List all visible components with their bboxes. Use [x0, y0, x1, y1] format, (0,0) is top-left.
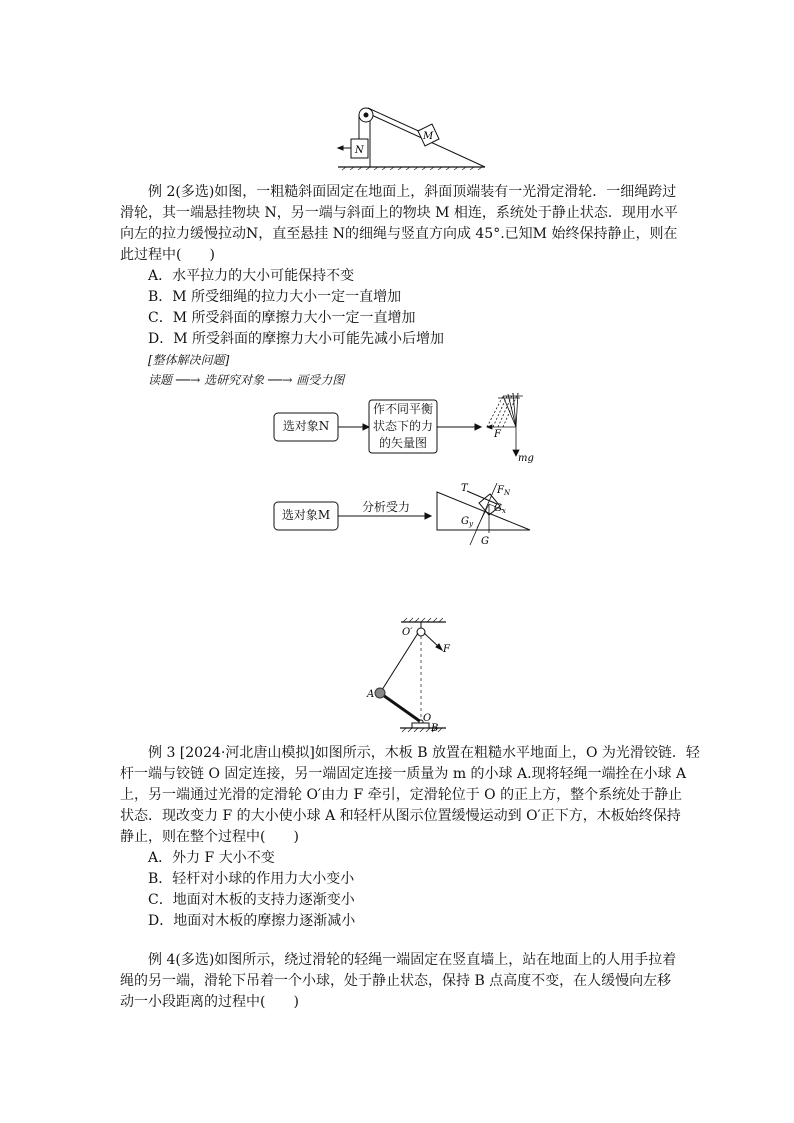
label-hinge-o: O: [423, 713, 432, 724]
ex4-line-3: 动一小段距离的过程中( ): [120, 994, 299, 1010]
vector-force-diagram: [487, 393, 523, 456]
ex4-line-2: 绳的另一端，滑轮下吊着一个小球，处于静止状态，保持 B 点高度不变，在人缓慢向左移: [120, 973, 672, 989]
box-vector-line-3: 的矢量图: [378, 436, 427, 450]
label-t: T: [461, 483, 468, 494]
ex3-line-5: 静止，则在整个过程中( ): [120, 829, 299, 845]
ex4-line-1: 例 4(多选)如图所示，绕过滑轮的轻绳一端固定在竖直墙上，站在地面上的人用手拉着: [148, 952, 677, 968]
label-g: G: [481, 536, 489, 547]
label-ball-a: A: [367, 689, 375, 700]
ex2-line-4: 此过程中( ): [120, 247, 215, 263]
ex3-option-c: C．地面对木板的支持力逐渐变小: [148, 892, 355, 908]
ex2-option-b: B．M 所受细绳的拉力大小一定一直增加: [148, 289, 402, 305]
ex3-line-1: 例 3 [2024·河北唐山模拟]如图所示，木板 B 放置在粗糙水平地面上，O 为光滑铰链．轻: [148, 745, 700, 761]
label-gy: $G_y$: [461, 516, 473, 528]
ex3-option-b: B．轻杆对小球的作用力大小变小: [148, 871, 355, 887]
ex3-line-2: 杆一端与铰链 O 固定连接，另一端固定连接一质量为 m 的小球 A.现将轻绳一端拴在小球 A: [120, 766, 687, 782]
block-m-label: M: [423, 131, 434, 142]
box-vector-line-1: 作不同平衡: [372, 402, 433, 416]
box-vector-line-2: 状态下的力: [372, 419, 433, 433]
label-mg: mg: [518, 453, 534, 464]
label-force-f: F: [443, 644, 450, 655]
flow-caption: 读题 ──→ 选研究对象 ──→ 画受力图: [148, 373, 345, 387]
label-f: F: [494, 429, 501, 440]
ex3-option-d: D．地面对木板的摩擦力逐渐减小: [148, 913, 356, 929]
label-board-b: B: [431, 723, 439, 734]
incline-figure: [338, 108, 485, 170]
box-select-m-text: 选对象M: [281, 508, 331, 522]
ex3-option-a: A．外力 F 大小不变: [148, 850, 275, 866]
ex2-option-d: D．M 所受斜面的摩擦力大小可能先减小后增加: [148, 331, 445, 347]
ex2-line-1: 例 2(多选)如图，一粗糙斜面固定在地面上，斜面顶端装有一光滑定滑轮．一细绳跨过: [148, 184, 677, 200]
ex3-line-4: 状态．现改变力 F 的大小使小球 A 和轻杆从图示位置缓慢运动到 O′正下方，木板始终保持: [120, 808, 681, 824]
box-select-n-text: 选对象N: [282, 419, 330, 433]
ex2-option-a: A．水平拉力的大小可能保持不变: [148, 268, 355, 284]
ex2-line-2: 滑轮，其一端悬挂物块 N，另一端与斜面上的物块 M 相连，系统处于静止状态．现用水平: [120, 205, 678, 221]
ex2-line-3: 向左的拉力缓慢拉动N，直至悬挂 N的细绳与竖直方向成 45°.已知M 始终保持静止，则在: [120, 226, 678, 242]
label-gx: $G_x$: [494, 503, 506, 515]
label-o-prime: O′: [402, 627, 413, 638]
label-fn: $F_N$: [497, 485, 511, 497]
section-title: [整体解决问题]: [148, 353, 230, 367]
arrow-label-analyze: 分析受力: [362, 500, 411, 514]
ex3-line-3: 上，另一端通过光滑的定滑轮 O′由力 F 牵引，定滑轮位于 O 的正上方，整个系统处于静止: [120, 787, 683, 803]
ex2-option-c: C．M 所受斜面的摩擦力大小一定一直增加: [148, 310, 416, 326]
block-n-label: N: [355, 145, 364, 156]
